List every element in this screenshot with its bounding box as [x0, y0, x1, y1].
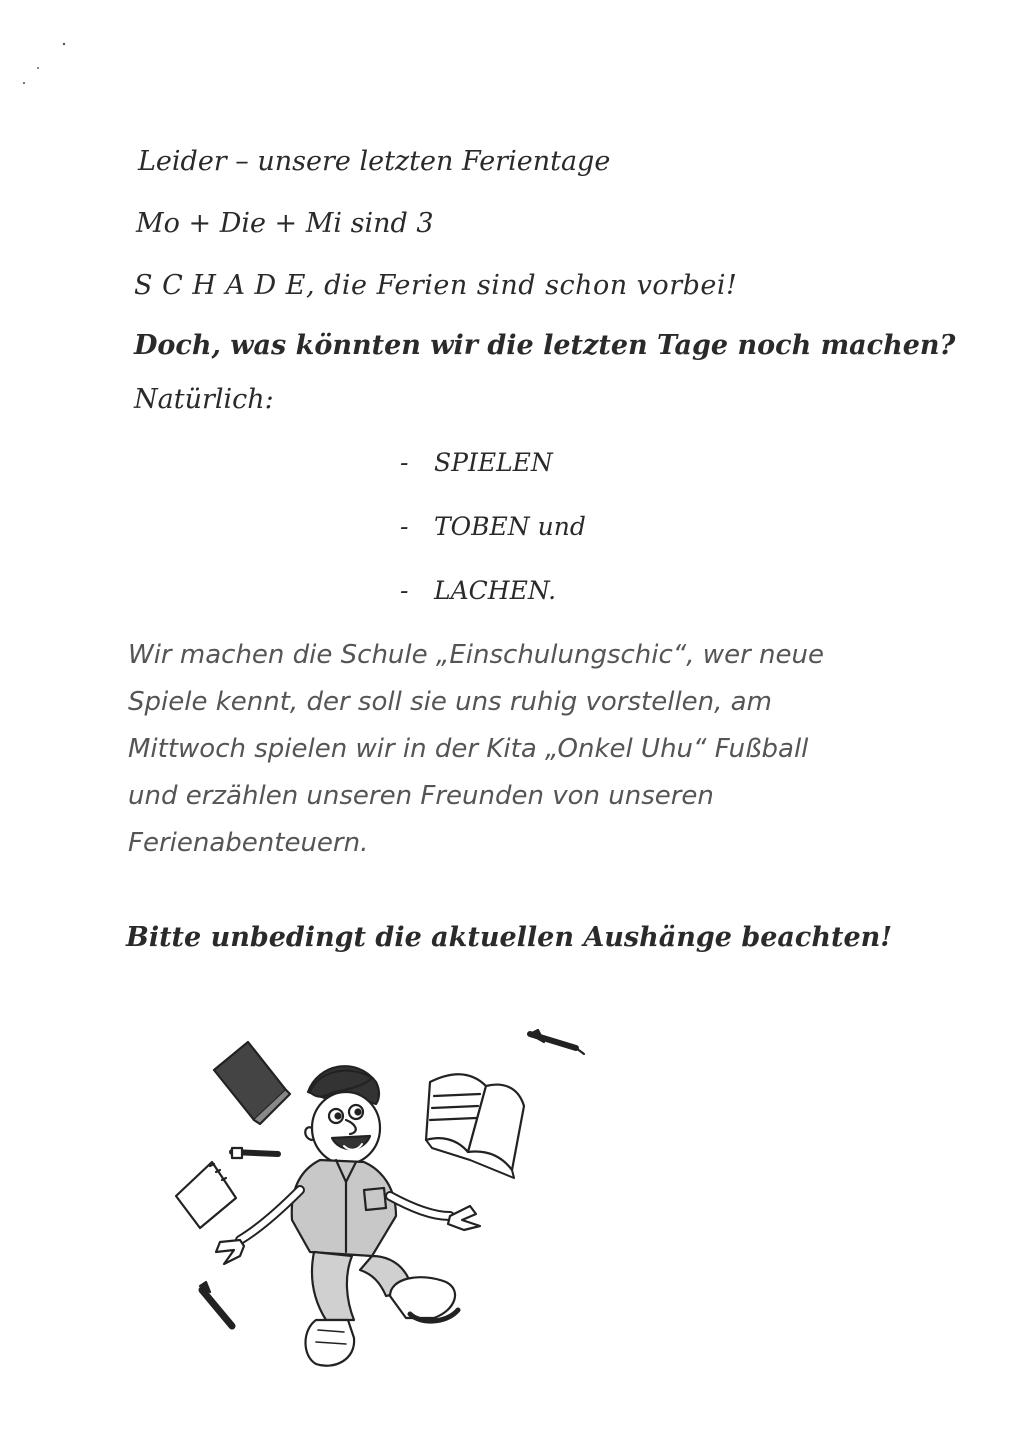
pen-icon — [200, 1282, 232, 1326]
boy-head — [305, 1066, 380, 1164]
notepad-icon — [176, 1162, 236, 1228]
intro-line-3: S C H A D E, die Ferien sind schon vorbei! — [134, 270, 738, 301]
activity-item — [400, 576, 556, 605]
pen-icon — [232, 1148, 278, 1158]
jumping-boy-with-books-icon — [150, 1020, 600, 1400]
intro-line-5: Natürlich: — [134, 384, 274, 415]
paragraph-line: Mittwoch spielen wir in der Kita „Onkel Uhu“ Fußball — [128, 734, 809, 764]
activity-label: LACHEN. — [434, 576, 557, 605]
plans-paragraph — [128, 632, 908, 867]
closed-book-icon — [214, 1042, 290, 1124]
activity-item — [400, 512, 586, 541]
bullet-marker: - — [400, 512, 409, 541]
bullet-marker: - — [400, 448, 409, 477]
activity-label: SPIELEN — [434, 448, 553, 477]
intro-line-4: Doch, was könnten wir die letzten Tage noch machen? — [134, 330, 956, 361]
paragraph-line: Ferienabenteuern. — [128, 828, 369, 858]
paragraph-line: und erzählen unseren Freunden von unseren — [128, 781, 714, 811]
intro-line-1: Leider – unsere letzten Ferientage — [138, 146, 611, 177]
reminder-note: Bitte unbedingt die aktuellen Aushänge beachten! — [126, 922, 893, 953]
paragraph-line: Wir machen die Schule „Einschulungschic“, wer neue — [128, 640, 824, 670]
activity-label: TOBEN und — [434, 512, 586, 541]
scan-specks — [18, 38, 78, 98]
open-book-icon — [426, 1074, 524, 1178]
boy-torso — [292, 1160, 396, 1256]
activity-item — [400, 448, 553, 477]
paragraph-line: Spiele kennt, der soll sie uns ruhig vorstellen, am — [128, 687, 772, 717]
pen-icon — [530, 1030, 584, 1054]
bullet-marker: - — [400, 576, 409, 605]
intro-line-2: Mo + Die + Mi sind 3 — [136, 208, 434, 239]
